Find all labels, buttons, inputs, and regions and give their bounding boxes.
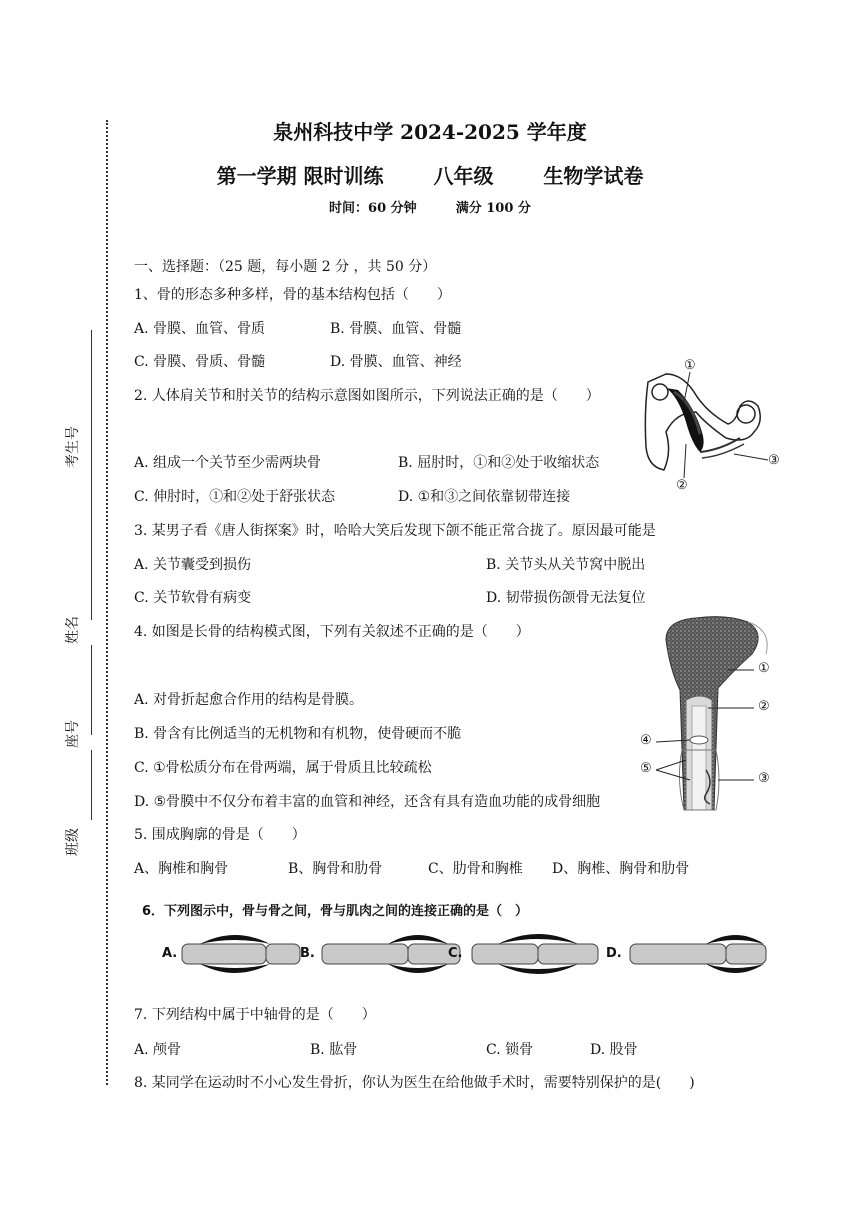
exam-title-school: 泉州科技中学 2024-2025 学年度 (273, 120, 587, 144)
q4-stem: 4. 如图是长骨的结构模式图，下列有关叙述不正确的是（ ） (134, 624, 530, 640)
q4-option-a: A. 对骨折起愈合作用的结构是骨膜。 (134, 692, 364, 708)
arm-fig-label-2: ② (676, 478, 688, 493)
long-bone-figure (636, 610, 786, 825)
seat-label: 座号 (65, 720, 81, 748)
exam-meta (0, 197, 860, 216)
grade-text: 八年级 (433, 164, 494, 188)
time-info: 时间：60 分钟 (329, 201, 417, 216)
q7-option-c: C. 锁骨 (486, 1042, 534, 1058)
q6-label-d: D. (606, 946, 622, 961)
subject-text: 生物学试卷 (543, 164, 644, 188)
term-text: 第一学期 限时训练 (216, 164, 384, 188)
exam-title-subject (0, 160, 860, 189)
q3-stem: 3. 某男子看《唐人街探案》时，哈哈大笑后发现下颌不能正常合拢了。原因最可能是 (134, 523, 656, 539)
q2-option-c: C. 伸肘时，①和②处于舒张状态 (134, 489, 336, 505)
q6-label-c: C. (448, 946, 463, 961)
name-underline (91, 470, 92, 620)
q5-option-a: A、胸椎和胸骨 (134, 861, 229, 877)
bone-fig-label-5: ⑤ (640, 761, 652, 776)
q4-option-c: C. ①骨松质分布在骨两端，属于骨质且比较疏松 (134, 760, 432, 776)
q6-stem: 6．下列图示中，骨与骨之间，骨与肌肉之间的连接正确的是（ ） (142, 904, 529, 919)
joint-option-a (182, 935, 300, 973)
q3-option-c: C. 关节软骨有病变 (134, 590, 252, 606)
class-underline (91, 750, 92, 820)
q1-option-a: A. 骨膜、血管、骨质 (134, 321, 266, 337)
q2-option-b: B. 屈肘时，①和②处于收缩状态 (398, 455, 600, 471)
q5-option-b: B、胸骨和肋骨 (288, 861, 383, 877)
binding-dotted-line (106, 120, 108, 1085)
q1-option-d: D. 骨膜、血管、神经 (330, 354, 462, 370)
bone-fig-label-4: ④ (640, 733, 652, 748)
joint-option-b (322, 935, 463, 973)
q2-stem: 2. 人体肩关节和肘关节的结构示意图如图所示，下列说法正确的是（ ） (134, 388, 600, 404)
q1-option-b: B. 骨膜、血管、骨髓 (330, 321, 462, 337)
q7-option-b: B. 肱骨 (310, 1042, 358, 1058)
class-label: 班级 (65, 828, 81, 856)
arm-joint-figure (636, 352, 786, 497)
joint-option-c (472, 934, 598, 974)
bone-fig-label-2: ② (758, 699, 770, 714)
bone-fig-label-3: ③ (758, 771, 770, 786)
q5-option-c: C、肋骨和胸椎 (428, 861, 523, 877)
seat-underline (91, 645, 92, 735)
bone-fig-label-1: ① (758, 661, 770, 676)
q6-label-b: B. (300, 946, 315, 961)
q4-option-b: B. 骨含有比例适当的无机物和有机物，使骨硬而不脆 (134, 726, 462, 742)
score-info: 满分 100 分 (455, 201, 531, 216)
exam-no-label: 考生号 (65, 426, 81, 468)
q1-option-c: C. 骨膜、骨质、骨髓 (134, 354, 266, 370)
q1-stem: 1、骨的形态多种多样，骨的基本结构包括（ ） (134, 287, 451, 303)
q7-option-a: A. 颅骨 (134, 1042, 182, 1058)
section-heading: 一、选择题：（25 题，每小题 2 分 ，共 50 分） (134, 259, 437, 275)
q2-option-d: D. ①和③之间依靠韧带连接 (398, 489, 571, 505)
joint-options-figure (160, 928, 770, 980)
q3-option-b: B. 关节头从关节窝中脱出 (486, 557, 646, 573)
exam-no-underline (91, 330, 92, 470)
q5-option-d: D、胸椎、胸骨和肋骨 (552, 861, 690, 877)
q3-option-d: D. 韧带损伤颌骨无法复位 (486, 590, 646, 606)
q7-option-d: D. 股骨 (590, 1042, 638, 1058)
q7-stem: 7. 下列结构中属于中轴骨的是（ ） (134, 1007, 376, 1023)
name-label: 姓名 (65, 616, 81, 644)
q2-option-a: A. 组成一个关节至少需两块骨 (134, 455, 322, 471)
joint-option-d (630, 935, 766, 973)
q5-stem: 5. 围成胸廓的骨是（ ） (134, 827, 306, 843)
arm-fig-label-3: ③ (768, 453, 780, 468)
arm-fig-label-1: ① (684, 358, 696, 373)
q6-label-a: A. (162, 946, 178, 961)
q3-option-a: A. 关节囊受到损伤 (134, 557, 252, 573)
q4-option-d: D. ⑤骨膜中不仅分布着丰富的血管和神经，还含有具有造血功能的成骨细胞 (134, 794, 601, 810)
q8-stem: 8. 某同学在运动时不小心发生骨折，你认为医生在给他做手术时，需要特别保护的是( ) (134, 1075, 695, 1091)
